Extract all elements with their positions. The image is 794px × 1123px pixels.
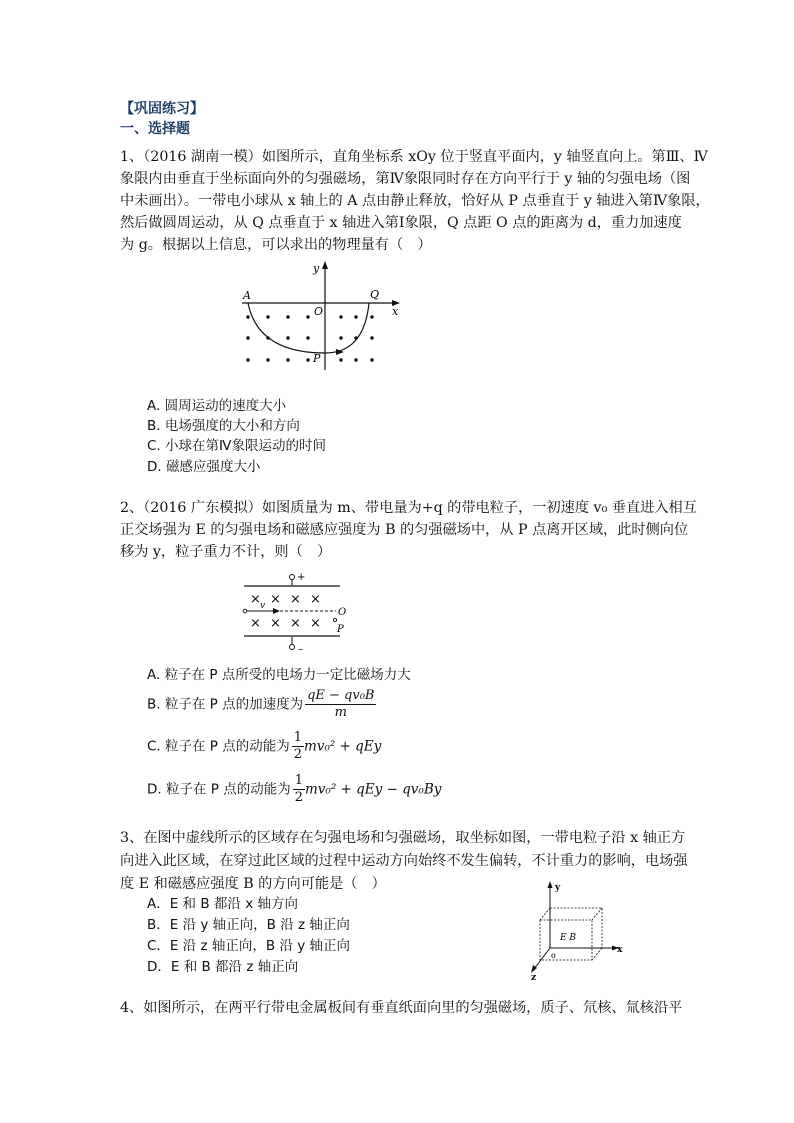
q1-option-a: A. 圆周运动的速度大小 bbox=[147, 398, 287, 414]
q1-line-5: 为 g。根据以上信息，可以求出的物理量有（ ） bbox=[120, 237, 432, 253]
q1-line-2: 象限内由垂直于坐标面向外的匀强磁场，第Ⅳ象限同时存在方向平行于 y 轴的匀强电场（图 bbox=[120, 171, 691, 187]
q1-line-1: 1、（2016 湖南一模）如图所示，直角坐标系 xOy 位于竖直平面内，y 轴竖直向上。第Ⅲ、Ⅳ bbox=[120, 149, 708, 165]
q3-line-1: 3、在图中虚线所示的区域存在匀强电场和匀强磁场，取坐标如图，一带电粒子沿 x 轴正方 bbox=[120, 830, 686, 846]
q2-option-c-half: $\frac{1}{2}$ bbox=[293, 730, 303, 762]
svg-text:×: × bbox=[270, 592, 281, 607]
svg-text:×: × bbox=[250, 616, 261, 631]
q1-fig-Q-label: Q bbox=[370, 288, 380, 301]
q2-fig-O-label: O bbox=[338, 607, 347, 618]
q3-line-3: 度 E 和磁感应强度 B 的方向可能是（ ） bbox=[120, 876, 386, 892]
q3-option-c: C．E 沿 z 轴正向，B 沿 y 轴正向 bbox=[147, 938, 351, 954]
q3-fig-origin-label: o bbox=[551, 951, 556, 960]
q1-option-c: C. 小球在第Ⅳ象限运动的时间 bbox=[147, 438, 326, 454]
svg-text:×: × bbox=[270, 616, 281, 631]
q2-option-d bbox=[147, 773, 441, 806]
q3-fig-y-label: y bbox=[555, 883, 561, 893]
q3-figure bbox=[522, 878, 627, 983]
q1-option-b: B. 电场强度的大小和方向 bbox=[147, 418, 300, 434]
q1-fig-O-label: O bbox=[314, 305, 324, 318]
q2-option-b bbox=[147, 688, 376, 721]
svg-text:×: × bbox=[290, 592, 301, 607]
q3-line-2: 向进入此区域，在穿过此区域的过程中运动方向始终不发生偏转，不计重力的影响，电场强 bbox=[120, 853, 688, 869]
q1-trajectory-arc bbox=[248, 303, 369, 353]
q3-option-a: A．E 和 B 都沿 x 轴方向 bbox=[147, 896, 298, 912]
q2-option-c-expression: mv₀² + qEy bbox=[304, 738, 382, 755]
q2-option-c bbox=[147, 730, 381, 763]
q2-fig-minus: – bbox=[298, 644, 303, 655]
q3-option-b: B．E 沿 y 轴正向，B 沿 z 轴正向 bbox=[147, 917, 350, 933]
q1-line-3: 中未画出）。一带电小球从 x 轴上的 A 点由静止释放，恰好从 P 点垂直于 y 轴进入第Ⅳ象限， bbox=[120, 193, 710, 209]
q1-figure bbox=[236, 258, 406, 373]
q3-fig-x-label: x bbox=[617, 945, 623, 955]
q1-field-dots bbox=[246, 315, 373, 361]
svg-text:×: × bbox=[310, 592, 321, 607]
q2-fig-plus: + bbox=[297, 572, 306, 583]
section-title: 【巩固练习】 bbox=[120, 101, 204, 117]
q2-option-b-text: B. 粒子在 P 点的加速度为 bbox=[147, 696, 304, 713]
q2-option-a: A. 粒子在 P 点所受的电场力一定比磁场力大 bbox=[147, 667, 411, 683]
q2-option-c-text: C. 粒子在 P 点的动能为 bbox=[147, 738, 290, 755]
q2-line-2: 正交场强为 E 的匀强电场和磁感应强度为 B 的匀强磁场中，从 P 点离开区域，此时侧向位 bbox=[120, 522, 689, 538]
q2-figure bbox=[240, 570, 350, 658]
q2-line-3: 移为 y，粒子重力不计，则（ ） bbox=[120, 544, 332, 560]
q2-option-b-numerator: qE − qv₀B bbox=[307, 688, 375, 703]
q1-line-4: 然后做圆周运动，从 Q 点垂直于 x 轴进入第Ⅰ象限，Q 点距 O 点的距离为 d，重力加速度 bbox=[120, 215, 682, 231]
q3-option-d: D．E 和 B 都沿 z 轴正向 bbox=[147, 959, 299, 975]
svg-text:×: × bbox=[250, 592, 261, 607]
q2-fig-P-label: P bbox=[337, 624, 344, 635]
section-subtitle: 一、选择题 bbox=[120, 121, 190, 137]
q3-fig-z-label: z bbox=[531, 973, 537, 983]
q3-fig-EB-label: E B bbox=[560, 933, 577, 943]
q2-option-b-denominator: m bbox=[334, 705, 347, 720]
q2-option-b-fraction bbox=[305, 688, 376, 721]
svg-text:×: × bbox=[290, 616, 301, 631]
q2-line-1: 2、（2016 广东模拟）如图质量为 m、带电量为+q 的带电粒子，一初速度 v₀ 垂直进入相互 bbox=[120, 500, 697, 516]
q1-fig-P-label: P bbox=[313, 352, 321, 365]
q4-line-1: 4、如图所示，在两平行带电金属板间有垂直纸面向里的匀强磁场，质子、氘核、氚核沿平 bbox=[120, 1000, 683, 1016]
q2-option-d-expression: mv₀² + qEy − qv₀By bbox=[304, 781, 442, 798]
q1-fig-y-label: y bbox=[313, 262, 320, 275]
q2-fig-v-label: v bbox=[260, 601, 266, 611]
q1-fig-A-label: A bbox=[243, 289, 251, 302]
q2-option-d-half: $\frac{1}{2}$ bbox=[294, 773, 303, 805]
svg-text:×: × bbox=[310, 616, 321, 631]
q1-fig-x-label: x bbox=[392, 305, 399, 318]
q1-option-d: D. 磁感应强度大小 bbox=[147, 459, 261, 475]
q2-option-d-text: D. 粒子在 P 点的动能为 bbox=[147, 781, 291, 798]
